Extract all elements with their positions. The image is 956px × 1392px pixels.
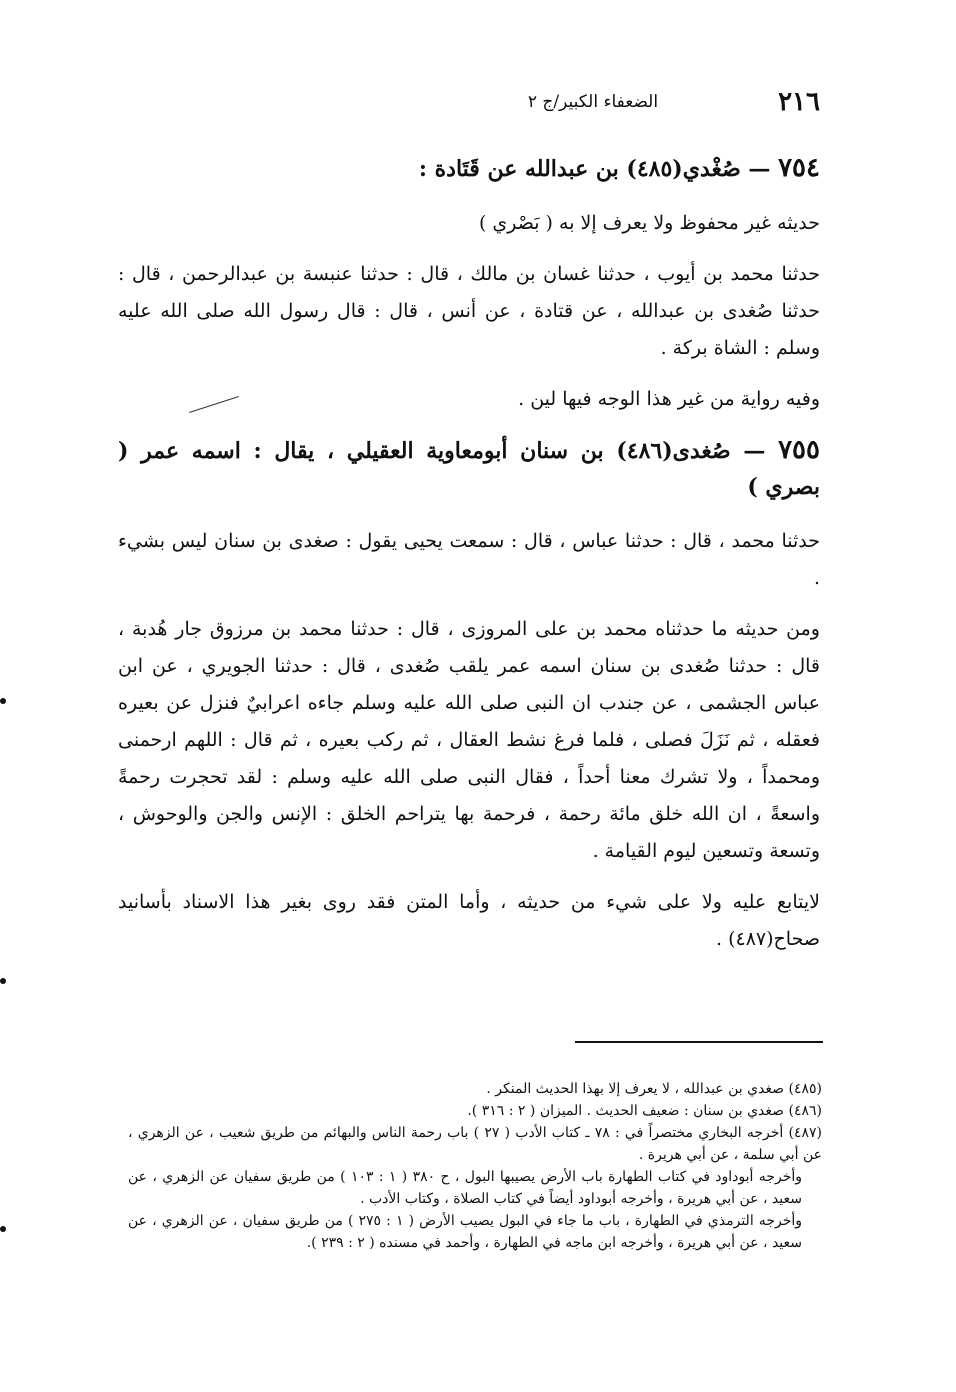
running-title: الضعفاء الكبير/ج ٢ [527,92,659,112]
main-text [118,150,820,972]
entry-754 [118,150,820,418]
scan-edge-mark [0,978,6,984]
page-header [380,82,820,122]
paragraph: حديثه غير محفوظ ولا يعرف إلا به ( بَصْري ) [478,212,820,234]
footnote-separator [575,1041,823,1043]
entry-title [118,150,820,187]
paragraph: ومن حديثه ما حدثناه محمد بن على المروزى ، قال : حدثنا محمد بن مرزوق جار هُدبة ، قال : حدثنا صُغدى بن سنان اسمه عمر يلقب صُغدى ، قال : حدثنا الجويري ، عن ابن عباس الجشمى ، عن جندب ان النبى صلى الله عليه وسلم جاءه اعرابيٌ فنزل عن بعيره فعقله ، ثم نَزَلَ فصلى ، فلما فرغ نشط العقال ، ثم ركب بعيره ، ثم قال : اللهم ارحمنى ومحمداً ، ولا تشرك معنا أحداً ، فقال النبى صلى الله عليه وسلم : لقد تحجرت رحمةً واسعةً ، ان الله خلق مائة رحمة ، فرحمة بها يتراحم الخلق : الإنس والجن والوحوش ، وتسعة وتسعين ليوم القيامة . [118,618,820,862]
entry-heading: — صُغْدي(٤٨٥) بن عبدالله عن قَتَادة : [418,156,771,182]
entry-number: ٧٥٤ [778,153,820,183]
scan-edge-mark [0,1226,6,1232]
entry-755 [118,432,820,958]
entry-number: ٧٥٥ [778,435,820,465]
footnote: (٤٨٥) صغدي بن عبدالله ، لا يعرف إلا بهذا الحديث المنكر . [486,1081,822,1097]
footnote-continuation: وأخرجه أبوداود في كتاب الطهارة باب الأرض يصيبها البول ، ح ٣٨٠ ( ١ : ١٠٣ ) من طريق سفيان عن الزهري ، عن سعيد ، عن أبي هريرة ، وأخرجه أبوداود أيضاً في كتاب الصلاة ، وكتاب الأدب . [128,1169,802,1207]
footnote: (٤٨٦) صغدي بن سنان : ضعيف الحديث . الميزان ( ٢ : ٣١٦ ). [467,1103,822,1119]
paragraph: لايتابع عليه ولا على شيء من حديثه ، وأما المتن فقد روى بغير هذا الاسناد بأسانيد صحاح(٤٨٧) . [118,891,820,950]
paragraph: وفيه رواية من غير هذا الوجه فيها لين . [518,388,820,410]
entry-title [118,432,820,505]
scan-edge-mark [0,698,6,704]
footnote: (٤٨٧) أخرجه البخاري مختصراً في : ٧٨ ـ كتاب الأدب ( ٢٧ ) باب رحمة الناس والبهائم من طريق شعيب ، عن الزهري ، عن أبي سلمة ، عن أبي هريرة . [128,1125,823,1163]
paragraph: حدثنا محمد ، قال : حدثنا عباس ، قال : سمعت يحيى يقول : صغدى بن سنان ليس بشيء . [118,530,820,589]
entry-heading: — صُغدى(٤٨٦) بن سنان أبومعاوية العقيلي ، يقال : اسمه عمر ( بصري ) [118,438,820,500]
paragraph: حدثنا محمد بن أيوب ، حدثنا غسان بن مالك ، قال : حدثنا عنبسة بن عبدالرحمن ، قال : حدثنا صُغدى بن عبدالله ، عن قتادة ، عن أنس ، قال : قال رسول الله صلى الله عليه وسلم : الشاة بركة . [118,263,820,359]
page-number: ٢١٦ [778,87,820,117]
footnotes [128,1078,822,1254]
footnote-continuation: وأخرجه الترمذي في الطهارة ، باب ما جاء في البول يصيب الأرض ( ١ : ٢٧٥ ) من طريق سفيان ، عن الزهري ، عن سعيد ، عن أبي هريرة ، وأخرجه ابن ماجه في الطهارة ، وأحمد في مسنده ( ٢ : ٢٣٩ ). [128,1213,802,1251]
